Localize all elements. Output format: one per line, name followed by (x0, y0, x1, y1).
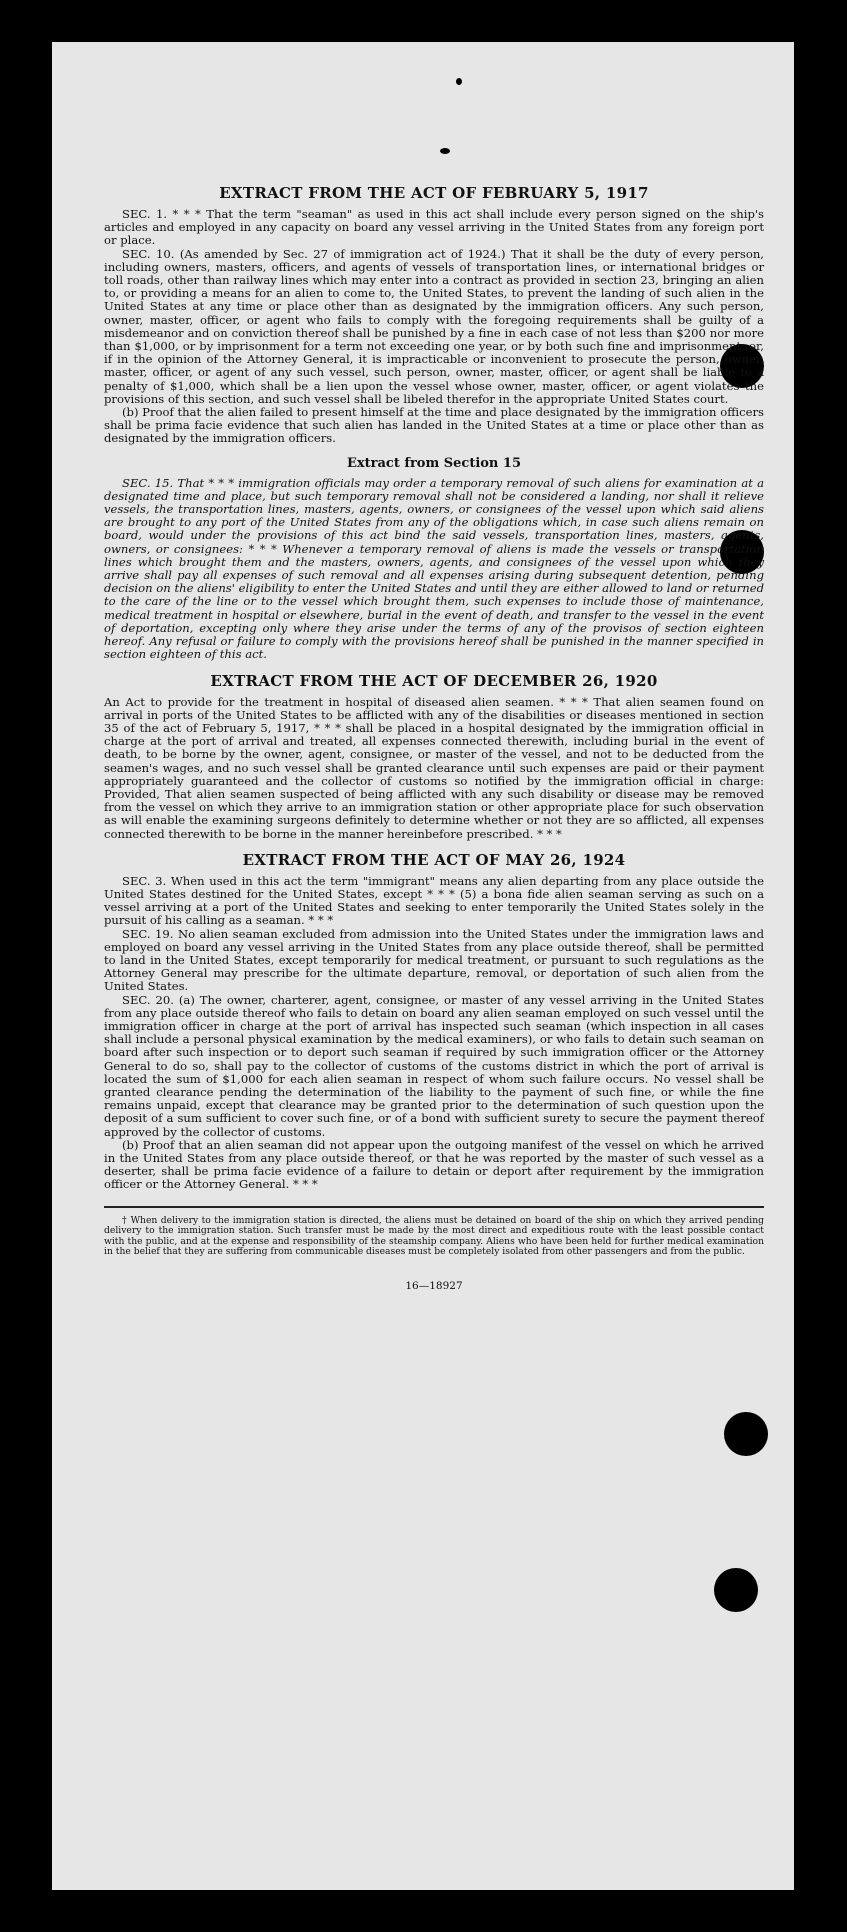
section-heading: EXTRACT FROM THE ACT OF DECEMBER 26, 1920 (210, 671, 658, 690)
ink-speck (456, 78, 462, 85)
form-number: 16—18927 (405, 1279, 463, 1292)
punch-hole (724, 1412, 768, 1456)
section-paragraph: (b) Proof that the alien failed to present himself at the time and place designated by the immigration officers shall be prima facie evidence that such alien has landed in the United States at a time or place other than as designated by the immigration officers. (104, 405, 764, 446)
section-act-1920 (104, 672, 764, 841)
section-heading: EXTRACT FROM THE ACT OF MAY 26, 1924 (242, 850, 626, 869)
section-paragraph: An Act to provide for the treatment in hospital of diseased alien seamen. * * * That alien seamen found on arrival in ports of the United States to be afflicted with any of the disabilities or diseases mentioned in section 35 of the act of February 5, 1917, * * * shall be placed in a hospital designated by the immigration official in charge at the port of arrival and treated, all expenses connected therewith, including burial in the event of death, to be borne by the owner, agent, consignee, or master of the vessel, and not to be deducted from the seamen's wages, and no such vessel shall be granted clearance until such expenses are paid or their payment appropriately guaranteed and the collector of customs so notified by the immigration official in charge: Provided, That alien seamen suspected of being afflicted with any such disability or disease may be removed from the vessel on which they arrive to an immigration station or other appropriate place for such observation as will enable the examining surgeons definitely to determine whether or not they are so afflicted, all expenses connected therewith to be borne in the manner hereinbefore prescribed. * * * (104, 694, 764, 841)
section-act-1917 (104, 184, 764, 446)
punch-hole (714, 1568, 758, 1612)
section-paragraph: SEC. 1. * * * That the term "seaman" as used in this act shall include every person signed on the ship's articles and employed in any capacity on board any vessel arriving in the United States from any foreign port or place. (104, 207, 764, 248)
section-heading: Extract from Section 15 (346, 455, 522, 471)
section-heading: EXTRACT FROM THE ACT OF FEBRUARY 5, 1917 (219, 184, 649, 202)
section-paragraph: SEC. 15. That * * * immigration officials may order a temporary removal of such aliens for examination at a designated time and place, but such temporary removal shall not be considered a landing, nor shall it relieve vessels, the transportation lines, masters, agents, owners, or consignees of the vessel upon which said aliens are brought to any port of the United States from any of the obligations which, in case such aliens remain on board, would under the provisions of this act bind the said vessels, transportation lines, masters, agents, owners, or consignees: * * * Whenever a temporary removal of aliens is made the vessels or transportation lines which brought them and the masters, owners, agents, and consignees of the vessel upon which they arrive shall pay all expenses of such removal and all expenses arising during subsequent detention, pending decision on the aliens' eligibility to enter the United States and until they are either allowed to land or returned to the care of the line or to the vessel which brought them, such expenses to include those of maintenance, medical treatment in hospital or elsewhere, burial in the event of death, and transfer to the vessel in the event of deportation, excepting only where they arise under the terms of any of the provisos of section eighteen hereof. Any refusal or failure to comply with the provisions hereof shall be punished in the manner specified in section eighteen of this act. (104, 475, 764, 662)
section-paragraph: SEC. 20. (a) The owner, charterer, agent, consignee, or master of any vessel arriving in the United States from any place outside thereof who fails to detain on board any alien seaman employed on such vessel until the immigration officer in charge at the port of arrival has inspected such seaman (which inspection in all cases shall include a personal physical examination by the medical examiners), or who fails to detain such seaman on board after such inspection or to deport such seaman if required by such immigration officer or the Attorney General to do so, shall pay to the collector of customs of the customs district in which the port of arrival is located the sum of $1,000 for each alien seaman in respect of whom such failure occurs. No vessel shall be granted clearance pending the determination of the liability to the payment of such fine, or while the fine remains unpaid, except that clearance may be granted prior to the determination of such question upon the deposit of a sum sufficient to cover such fine, or of a bond with sufficient surety to secure the payment thereof approved by the collector of customs. (104, 992, 764, 1139)
footnote (104, 1216, 764, 1258)
section-act-1924 (104, 851, 764, 1192)
footnote-divider (104, 1206, 764, 1208)
section-paragraph: (b) Proof that an alien seaman did not appear upon the outgoing manifest of the vessel on which he arrived in the United States from any place outside thereof, or that he was reported by the master of such vessel as a deserter, shall be prima facie evidence of a failure to detain or deport after requirement by the immigration officer or the Attorney General. * * * (104, 1137, 764, 1192)
document-content (104, 184, 764, 1292)
document-page (52, 42, 794, 1890)
footnote-text: † When delivery to the immigration station is directed, the aliens must be detained on board of the ship on which they arrived pending delivery to the immigration station. Such transfer must be made by the most direct and expeditious route with the least possible contact with the public, and at the expense and responsibility of the steamship company. Aliens who have been held for further medical examination in the belief that they are suffering from communicable diseases must be completely isolated from other passengers and from the public. (104, 1214, 764, 1258)
section-paragraph: SEC. 19. No alien seaman excluded from admission into the United States under the immigration laws and employed on board any vessel arriving in the United States from any place outside thereof, shall be permitted to land in the United States, except temporarily for medical treatment, or pursuant to such regulations as the Attorney General may prescribe for the ultimate departure, removal, or deportation of such alien from the United States. (104, 926, 764, 994)
section-paragraph: SEC. 10. (As amended by Sec. 27 of immigration act of 1924.) That it shall be the duty of every person, including owners, masters, officers, and agents of vessels of transportation lines, or international bridges or toll roads, other than railway lines which may enter into a contract as provided in section 23, bringing an alien to, or providing a means for an alien to come to, the United States, to prevent the landing of such alien in the United States at any time or place other than as designated by the immigration officers. Any such person, owner, master, officer, or agent who fails to comply with the foregoing requirements shall be guilty of a misdemeanor and on conviction thereof shall be punished by a fine in each case of not less than $200 nor more than $1,000, or by imprisonment for a term not exceeding one year, or by both such fine and imprisonment; or, if in the opinion of the Attorney General, it is impracticable or inconvenient to prosecute the person, owner, master, officer, or agent of any such vessel, such person, owner, master, officer, or agent shall be liable to a penalty of $1,000, which shall be a lien upon the vessel whose owner, master, officer, or agent violates the provisions of this section, and such vessel shall be libeled therefor in the appropriate United States court. (104, 246, 764, 406)
ink-speck (440, 148, 450, 154)
section-extract-15 (104, 456, 764, 662)
section-paragraph: SEC. 3. When used in this act the term "immigrant" means any alien departing from any place outside the United States destined for the United States, except * * * (5) a bona fide alien seaman serving as such on a vessel arriving at a port of the United States and seeking to enter temporarily the United States solely in the pursuit of his calling as a seaman. * * * (104, 873, 764, 928)
